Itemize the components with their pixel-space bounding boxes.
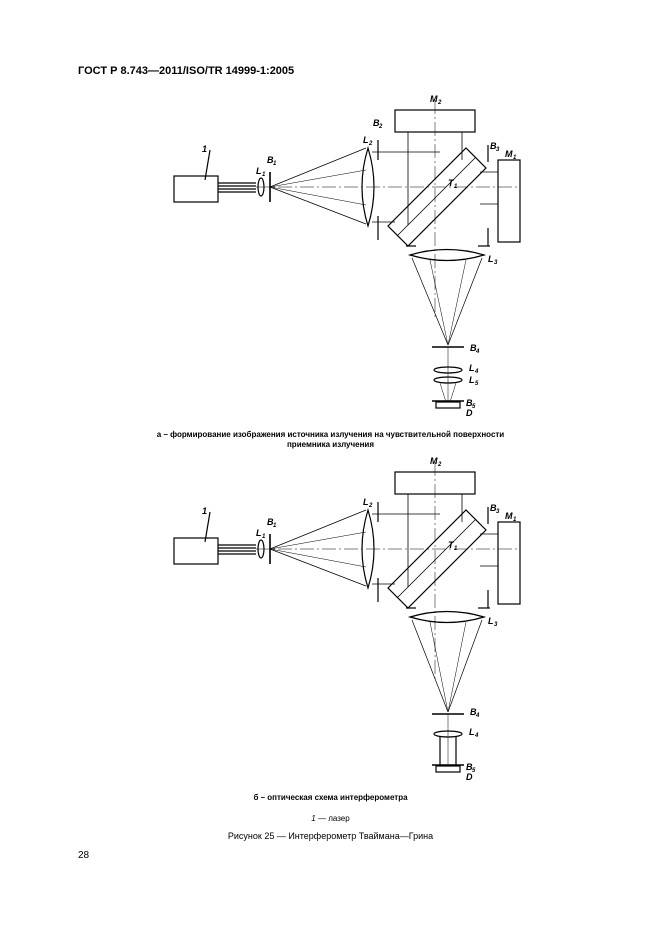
label-d: D — [466, 408, 473, 418]
svg-text:2: 2 — [438, 462, 442, 468]
label-b3: B — [490, 141, 497, 151]
mirror-m1 — [498, 522, 520, 604]
label-b4: B — [470, 343, 477, 353]
legend-number: 1 — [311, 814, 316, 823]
label-t1: T — [448, 540, 454, 550]
laser-box — [174, 538, 218, 564]
detector-d — [436, 766, 460, 772]
label-l5: L — [469, 375, 475, 385]
svg-text:2: 2 — [369, 141, 373, 147]
svg-text:1: 1 — [273, 161, 277, 167]
label-l3: L — [488, 254, 494, 264]
figure-title: Рисунок 25 — Интерферометр Тваймана—Грина — [227, 831, 434, 841]
legend-note — [0, 814, 661, 823]
page-number: 28 — [78, 850, 90, 861]
svg-text:4: 4 — [475, 733, 479, 739]
label-l3: L — [488, 616, 494, 626]
laser-box — [174, 176, 218, 202]
label-laser-1: 1 — [202, 506, 208, 516]
label-l4: L — [469, 363, 475, 373]
diagram-a — [0, 85, 661, 425]
svg-text:5: 5 — [475, 381, 479, 387]
label-l1: L — [256, 166, 262, 176]
caption-b: б – оптическая схема интерферометра — [253, 793, 408, 802]
caption-a-line1: а – формирование изображения источника излучения на чувствительной поверхности — [156, 430, 505, 439]
label-b1: B — [267, 155, 274, 165]
label-b1: B — [267, 517, 274, 527]
label-b3: B — [490, 503, 497, 513]
label-l2: L — [363, 497, 369, 507]
label-m2: M — [430, 456, 438, 466]
svg-text:1: 1 — [454, 184, 458, 190]
label-m1: M — [505, 511, 513, 521]
label-b4: B — [470, 707, 477, 717]
svg-text:2: 2 — [379, 124, 383, 130]
svg-text:5: 5 — [472, 404, 476, 410]
lens-l3 — [410, 612, 484, 623]
label-b5: B — [466, 762, 473, 772]
svg-text:1: 1 — [454, 546, 458, 552]
svg-text:5: 5 — [472, 768, 476, 774]
svg-text:4: 4 — [476, 713, 480, 719]
svg-text:2: 2 — [369, 503, 373, 509]
label-l4: L — [469, 727, 475, 737]
svg-text:3: 3 — [496, 509, 500, 515]
label-m1: M — [505, 149, 513, 159]
svg-text:1: 1 — [513, 517, 517, 523]
label-t1: T — [448, 178, 454, 188]
svg-text:3: 3 — [496, 147, 500, 153]
svg-text:1: 1 — [513, 155, 517, 161]
label-l2: L — [363, 135, 369, 145]
mirror-m1 — [498, 160, 520, 242]
detector-d — [436, 402, 460, 408]
svg-text:3: 3 — [494, 622, 498, 628]
label-d: D — [466, 772, 473, 782]
caption-a — [0, 430, 661, 450]
svg-text:1: 1 — [262, 172, 266, 178]
svg-text:2: 2 — [438, 100, 442, 106]
svg-text:1: 1 — [273, 523, 277, 529]
svg-text:4: 4 — [475, 369, 479, 375]
caption-a-line2: приемника излучения — [286, 440, 375, 449]
label-b2: B — [373, 118, 380, 128]
label-b5: B — [466, 398, 473, 408]
beamsplitter-t1 — [388, 148, 486, 246]
document-header: ГОСТ Р 8.743—2011/ISO/TR 14999-1:2005 — [78, 65, 295, 77]
legend-text: — лазер — [315, 814, 350, 823]
svg-text:1: 1 — [262, 534, 266, 540]
svg-text:3: 3 — [494, 260, 498, 266]
label-laser-1: 1 — [202, 144, 208, 154]
lens-l3 — [410, 250, 484, 261]
diagram-b — [0, 450, 661, 785]
beamsplitter-t1 — [388, 510, 486, 608]
svg-text:4: 4 — [476, 349, 480, 355]
label-l1: L — [256, 528, 262, 538]
label-m2: M — [430, 94, 438, 104]
